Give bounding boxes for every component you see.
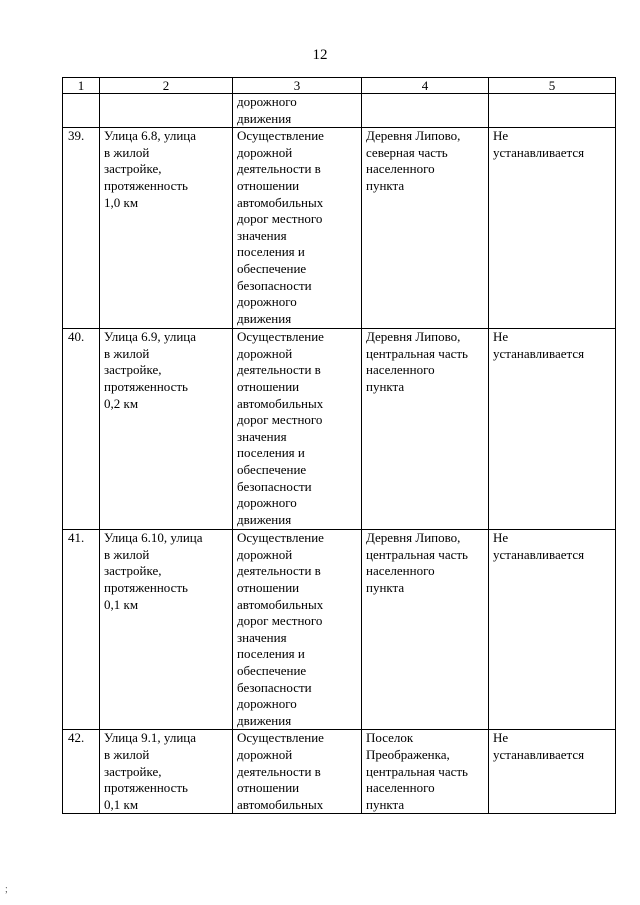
cell-line: протяженность: [104, 378, 188, 394]
location-cell: [362, 730, 489, 814]
cell-line: устанавливается: [493, 546, 585, 562]
cell-line: протяженность: [104, 780, 188, 796]
cell-line: дорог местного: [237, 613, 323, 629]
table-header: [63, 78, 616, 94]
category-cell: [489, 730, 616, 814]
table-row: [63, 128, 616, 329]
purpose-cell: [233, 128, 362, 329]
cell-line: отношении: [237, 378, 300, 394]
cell-line: протяженность: [104, 177, 188, 193]
cell-line: обеспечение: [237, 662, 307, 678]
location-cell: [362, 94, 489, 128]
category-cell: [489, 128, 616, 329]
category-cell: [489, 94, 616, 128]
road-name-cell: [100, 730, 233, 814]
cell-line: центральная часть: [366, 763, 468, 779]
cell-line: Осуществление: [237, 128, 324, 144]
cell-line: Преображенка,: [366, 746, 450, 762]
cell-line: обеспечение: [237, 260, 307, 276]
cell-line: Деревня Липово,: [366, 530, 461, 546]
cell-line: автомобильных: [237, 596, 324, 612]
location-cell: [362, 128, 489, 329]
cell-line: дорожного: [237, 294, 297, 310]
cell-line: дорожной: [237, 746, 293, 762]
table-row: [63, 530, 616, 730]
cell-line: устанавливается: [493, 144, 585, 160]
cell-line: Поселок: [366, 730, 414, 746]
cell-line: Улица 6.9, улица: [104, 329, 197, 345]
cell-line: дорожной: [237, 345, 293, 361]
cell-line: пункта: [366, 177, 405, 193]
column-header: 5: [489, 78, 616, 94]
cell-line: дорожной: [237, 144, 293, 160]
table-row-continuation: [63, 94, 616, 128]
cell-line: значения: [237, 428, 287, 444]
cell-line: Осуществление: [237, 530, 324, 546]
cell-line: Деревня Липово,: [366, 128, 461, 144]
location-cell: [362, 530, 489, 730]
cell-line: Не: [493, 128, 509, 144]
cell-line: движения: [237, 712, 292, 728]
cell-line: застройке,: [104, 362, 162, 378]
cell-line: населенного: [366, 161, 435, 177]
column-header: 3: [233, 78, 362, 94]
cell-line: дорожной: [237, 546, 293, 562]
road-name-cell: [100, 530, 233, 730]
row-number-cell: [63, 94, 100, 128]
cell-line: населенного: [366, 362, 435, 378]
cell-line: в жилой: [104, 546, 150, 562]
cell-line: значения: [237, 629, 287, 645]
cell-line: Осуществление: [237, 329, 324, 345]
cell-line: Осуществление: [237, 730, 324, 746]
cell-line: 0,1 км: [104, 796, 139, 812]
cell-line: отношении: [237, 579, 300, 595]
cell-line: безопасности: [237, 478, 312, 494]
table-row: [63, 730, 616, 814]
cell-line: движения: [237, 511, 292, 527]
cell-line: деятельности в: [237, 362, 321, 378]
cell-line: центральная часть: [366, 546, 468, 562]
cell-line: Не: [493, 530, 509, 546]
column-header: 1: [63, 78, 100, 94]
road-name-cell: [100, 94, 233, 128]
cell-line: обеспечение: [237, 461, 307, 477]
cell-line: Улица 9.1, улица: [104, 730, 197, 746]
row-number-cell: 42.: [63, 730, 100, 814]
cell-line: безопасности: [237, 679, 312, 695]
cell-line: застройке,: [104, 763, 162, 779]
cell-line: Улица 6.8, улица: [104, 128, 197, 144]
cell-line: 0,2 км: [104, 395, 139, 411]
cell-line: центральная часть: [366, 345, 468, 361]
cell-line: застройке,: [104, 563, 162, 579]
purpose-cell: [233, 329, 362, 530]
cell-line: деятельности в: [237, 763, 321, 779]
cell-line: дорожного: [237, 94, 297, 109]
cell-line: значения: [237, 227, 287, 243]
cell-line: деятельности в: [237, 563, 321, 579]
cell-line: Улица 6.10, улица: [104, 530, 203, 546]
cell-line: Не: [493, 329, 509, 345]
cell-line: дорог местного: [237, 211, 323, 227]
cell-line: населенного: [366, 563, 435, 579]
location-cell: [362, 329, 489, 530]
column-header: 4: [362, 78, 489, 94]
row-number-cell: 41.: [63, 530, 100, 730]
cell-line: Деревня Липово,: [366, 329, 461, 345]
cell-line: Не: [493, 730, 509, 746]
cell-line: движения: [237, 110, 292, 126]
cell-line: поселения и: [237, 244, 305, 260]
cell-line: в жилой: [104, 746, 150, 762]
cell-line: протяженность: [104, 579, 188, 595]
row-number-cell: 39.: [63, 128, 100, 329]
cell-line: пункта: [366, 579, 405, 595]
road-name-cell: [100, 128, 233, 329]
purpose-cell: [233, 730, 362, 814]
cell-line: устанавливается: [493, 746, 585, 762]
cell-line: отношении: [237, 177, 300, 193]
roads-table: [62, 77, 616, 814]
row-number-cell: 40.: [63, 329, 100, 530]
cell-line: пункта: [366, 378, 405, 394]
cell-line: безопасности: [237, 277, 312, 293]
cell-line: 1,0 км: [104, 194, 139, 210]
scan-speck: ;: [5, 884, 8, 895]
cell-line: поселения и: [237, 646, 305, 662]
cell-line: поселения и: [237, 445, 305, 461]
cell-line: отношении: [237, 780, 300, 796]
table-body: [63, 94, 616, 814]
purpose-cell: [233, 530, 362, 730]
page-number: 12: [312, 47, 328, 63]
cell-line: в жилой: [104, 144, 150, 160]
purpose-cell: [233, 94, 362, 128]
cell-line: деятельности в: [237, 161, 321, 177]
cell-line: в жилой: [104, 345, 150, 361]
category-cell: [489, 329, 616, 530]
cell-line: северная часть: [366, 144, 448, 160]
cell-line: автомобильных: [237, 796, 324, 812]
table-row: [63, 329, 616, 530]
category-cell: [489, 530, 616, 730]
cell-line: застройке,: [104, 161, 162, 177]
cell-line: населенного: [366, 780, 435, 796]
road-name-cell: [100, 329, 233, 530]
cell-line: движения: [237, 310, 292, 326]
column-header: 2: [100, 78, 233, 94]
cell-line: 0,1 км: [104, 596, 139, 612]
cell-line: пункта: [366, 796, 405, 812]
cell-line: устанавливается: [493, 345, 585, 361]
cell-line: дорожного: [237, 696, 297, 712]
cell-line: дорожного: [237, 495, 297, 511]
cell-line: автомобильных: [237, 395, 324, 411]
cell-line: автомобильных: [237, 194, 324, 210]
cell-line: дорог местного: [237, 412, 323, 428]
